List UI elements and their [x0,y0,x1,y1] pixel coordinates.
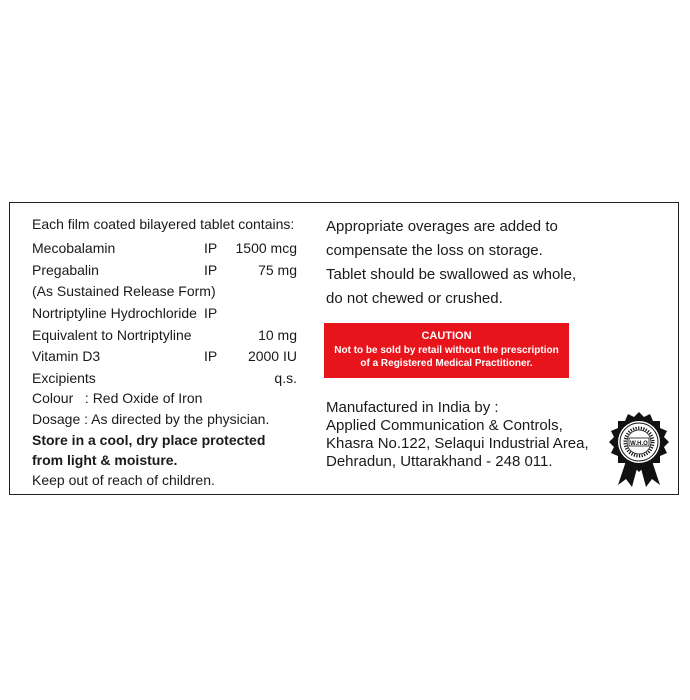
ingredient-standard: IP [204,348,218,364]
composition-heading: Each film coated bilayered tablet contains: [32,216,295,232]
colour-info: Colour : Red Oxide of Iron [32,390,203,406]
storage-instruction: Store in a cool, dry place protected [32,432,266,448]
children-warning: Keep out of reach of children. [32,472,215,488]
ingredient-name: Mecobalamin [32,240,116,256]
manufacturer-city: Dehradun, Uttarakhand - 248 011. [326,453,553,470]
ingredient-standard: IP [204,305,218,321]
ingredient-name: Excipients [32,370,96,386]
caution-line: of a Registered Medical Practitioner. [360,358,533,369]
caution-box [324,323,569,378]
ingredient-standard: IP [204,240,218,256]
ingredient-name: Equivalent to Nortriptyline [32,327,192,343]
ingredient-name: Nortriptyline Hydrochloride [32,305,197,321]
ingredient-standard: IP [204,262,218,278]
caution-line: Not to be sold by retail without the prescription [334,345,559,356]
ingredient-quantity: 2000 IU [247,348,297,364]
ingredient-quantity: 1500 mcg [235,240,297,256]
swallow-instruction: Tablet should be swallowed as whole, [326,266,577,283]
ingredient-quantity: 10 mg [258,327,297,343]
dosage-info: Dosage : As directed by the physician. [32,411,270,427]
who-certified-badge-icon [606,409,672,489]
ingredient-quantity: 75 mg [258,262,297,278]
manufacturer-name: Applied Communication & Controls, [326,417,563,434]
ingredient-name: (As Sustained Release Form) [32,283,216,299]
manufacturer-heading: Manufactured in India by : [326,399,499,416]
ingredient-quantity: q.s. [274,370,297,386]
caution-text [324,344,569,370]
product-label-panel [9,202,679,495]
storage-instruction-cont: from light & moisture. [32,452,178,468]
ingredient-name: Pregabalin [32,262,99,278]
badge-text: W.H.O [630,441,648,447]
manufacturer-address: Khasra No.122, Selaqui Industrial Area, [326,435,589,452]
swallow-instruction-cont: do not chewed or crushed. [326,290,503,307]
caution-title: CAUTION [421,330,472,342]
overage-note: Appropriate overages are added to [326,218,558,235]
ingredient-name: Vitamin D3 [32,348,101,364]
overage-note-cont: compensate the loss on storage. [326,242,543,259]
